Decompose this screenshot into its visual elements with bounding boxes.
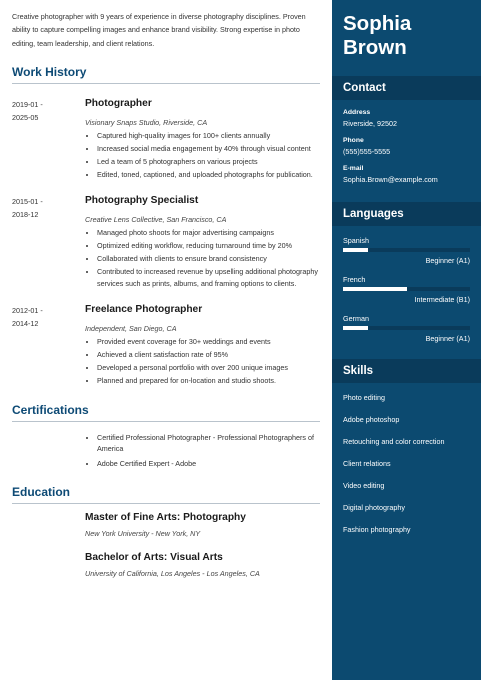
language-name: Spanish xyxy=(343,236,369,245)
skill-item: Fashion photography xyxy=(343,525,411,534)
job-title: Photography Specialist xyxy=(85,195,199,207)
skill-item: Photo editing xyxy=(343,393,385,402)
skills-heading: Skills xyxy=(332,359,481,383)
skill-item: Adobe photoshop xyxy=(343,415,400,424)
degree-title: Bachelor of Arts: Visual Arts xyxy=(85,551,223,563)
list-item: • Achieved a client satisfaction rate of 95% xyxy=(97,349,320,361)
list-item: • Increased social media engagement by 40% through visual content xyxy=(97,143,320,155)
list-item: • Adobe Certified Expert - Adobe xyxy=(97,458,320,470)
language-name: German xyxy=(343,314,369,323)
language-level: Beginner (A1) xyxy=(425,334,470,343)
language-item xyxy=(343,314,470,343)
job-company: Creative Lens Collective, San Francisco, CA xyxy=(85,215,227,225)
job-bullets xyxy=(85,336,320,386)
job-bullets xyxy=(85,227,320,289)
sidebar xyxy=(332,0,481,680)
language-item xyxy=(343,236,470,265)
languages-heading: Languages xyxy=(332,202,481,226)
language-bar xyxy=(343,326,470,330)
job-company: Visionary Snaps Studio, Riverside, CA xyxy=(85,118,208,128)
skills-section xyxy=(332,393,481,534)
language-level: Intermediate (B1) xyxy=(414,295,470,304)
list-item: • Provided event coverage for 30+ weddings and events xyxy=(97,336,320,348)
language-bar xyxy=(343,287,470,291)
languages-section xyxy=(332,236,481,343)
list-item: • Developed a personal portfolio with over 200 unique images xyxy=(97,362,320,374)
phone-value: (555)555-5555 xyxy=(343,147,391,156)
school-name: New York University - New York, NY xyxy=(85,528,201,538)
list-item: • Managed photo shoots for major advertising campaigns xyxy=(97,227,320,239)
language-item xyxy=(343,275,470,304)
work-history-heading: Work History xyxy=(12,65,320,84)
degree-title: Master of Fine Arts: Photography xyxy=(85,511,246,523)
contact-heading: Contact xyxy=(332,76,481,100)
job-title: Photographer xyxy=(85,98,152,110)
school-name: University of California, Los Angeles - Los Angeles, CA xyxy=(85,568,260,578)
email-value: Sophia.Brown@example.com xyxy=(343,175,438,184)
job-company: Independent, San Diego, CA xyxy=(85,324,177,334)
address-label: Address xyxy=(343,109,371,116)
language-bar-fill xyxy=(343,326,368,330)
list-item: • Contributed to increased revenue by upselling additional photography services such as prints, albums, and framing options to clients. xyxy=(97,266,320,290)
list-item: • Led a team of 5 photographers on various projects xyxy=(97,156,320,168)
professional-summary: Creative photographer with 9 years of experience in diverse photography disciplines. Proven ability to capture compelling images and enhance brand visibility. Strong expertise in photo editing, team leadership, and client relations. xyxy=(12,12,306,48)
language-level: Beginner (A1) xyxy=(425,256,470,265)
phone-label: Phone xyxy=(343,137,364,144)
candidate-name: Sophia Brown xyxy=(343,12,412,59)
list-item: • Certified Professional Photographer - Professional Photographers of America xyxy=(97,432,320,456)
email-label: E-mail xyxy=(343,165,364,172)
job-entry xyxy=(12,98,320,181)
language-bar xyxy=(343,248,470,252)
address-value: Riverside, 92502 xyxy=(343,119,397,128)
list-item: • Optimized editing workflow, reducing turnaround time by 20% xyxy=(97,240,320,252)
job-entry xyxy=(12,195,320,290)
certifications-list xyxy=(85,432,320,470)
list-item: • Collaborated with clients to ensure brand consistency xyxy=(97,253,320,265)
skill-item: Retouching and color correction xyxy=(343,437,445,446)
skill-item: Digital photography xyxy=(343,503,405,512)
job-dates: 2019-01 - 2025-05 xyxy=(12,100,43,123)
certifications-heading: Certifications xyxy=(12,403,320,422)
education-heading: Education xyxy=(12,485,320,504)
language-bar-fill xyxy=(343,248,368,252)
job-entry xyxy=(12,304,320,387)
language-bar-fill xyxy=(343,287,407,291)
list-item: • Edited, toned, captioned, and uploaded photographs for publication. xyxy=(97,169,320,181)
education-list xyxy=(85,512,320,578)
contact-section xyxy=(332,109,481,184)
list-item: • Planned and prepared for on-location and studio shoots. xyxy=(97,375,320,387)
job-dates: 2012-01 - 2014-12 xyxy=(12,306,43,329)
language-name: French xyxy=(343,275,366,284)
skill-item: Client relations xyxy=(343,459,391,468)
job-bullets xyxy=(85,130,320,180)
list-item: • Captured high-quality images for 100+ clients annually xyxy=(97,130,320,142)
skill-item: Video editing xyxy=(343,481,385,490)
job-title: Freelance Photographer xyxy=(85,304,203,316)
job-dates: 2015-01 - 2018-12 xyxy=(12,197,43,220)
